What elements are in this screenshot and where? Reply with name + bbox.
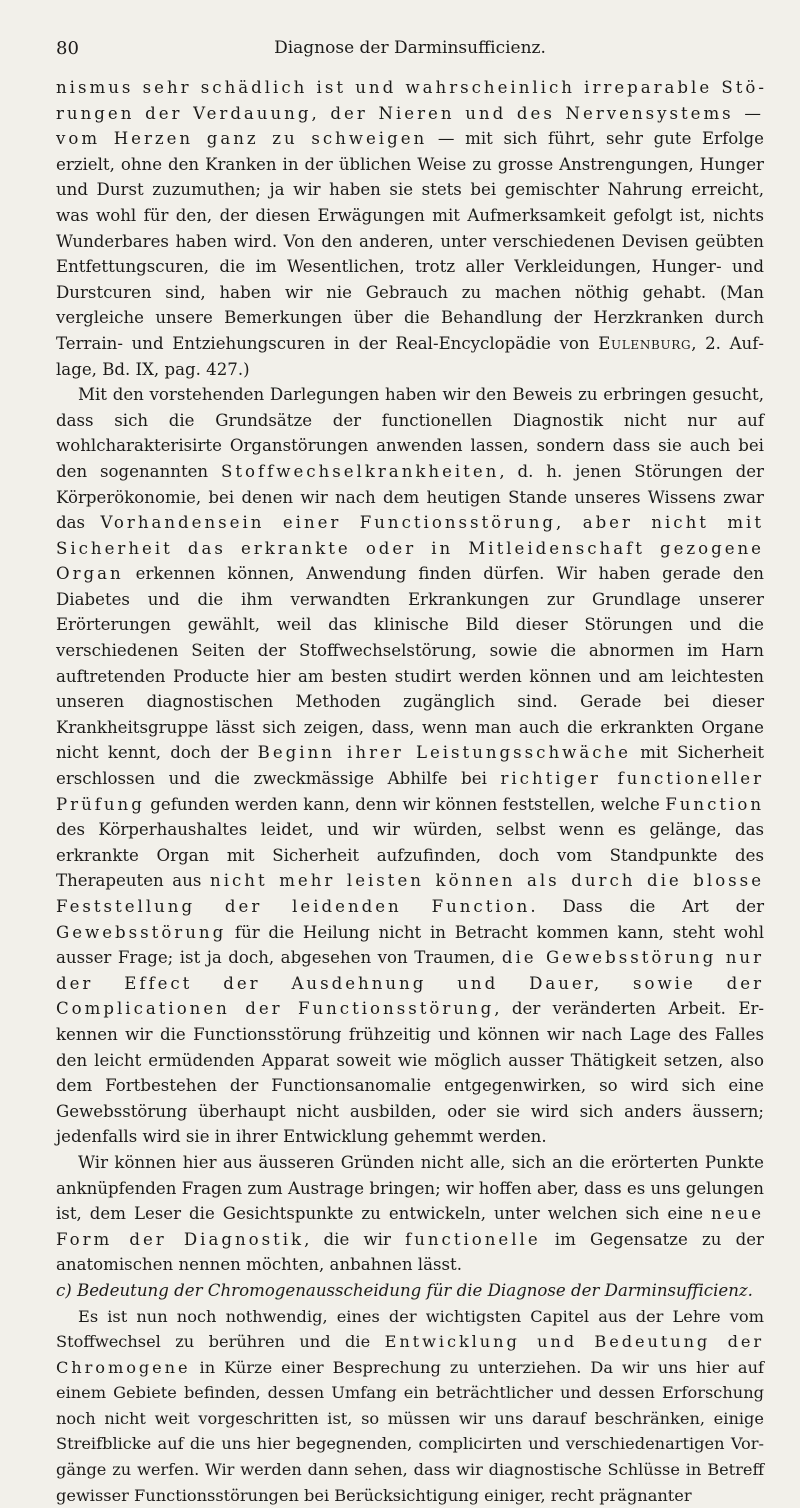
text-run: für die Heilung nicht in Betracht kommen kann, steht wohl ausser Frage; ist ja doch, abgesehen von Traumen,	[56, 923, 764, 968]
emphasis-spaced: nicht mehr leisten können als durch die blosse Feststellung der leidenden Function	[56, 871, 764, 916]
emphasis-spaced: richtiger functioneller Prüfung	[56, 769, 764, 814]
body-text	[56, 75, 764, 1508]
paragraph	[56, 1150, 764, 1278]
emphasis-spaced: nismus sehr schädlich ist und wahrscheinlich irreparable Störungen der Verdauung, der Nieren und des Nervensystems — vom Herzen ganz zu schweigen	[56, 78, 764, 148]
text-run: , 2. Auflage, Bd. IX, pag. 427.)	[56, 334, 764, 379]
text-run: . Dass die Art der	[530, 897, 764, 916]
emphasis-spaced: neue Form der Diagnostik	[56, 1204, 764, 1249]
text-run: des Körperhaushaltes leidet, und wir würden, selbst wenn es gelänge, das erkrankte Organ mit Sicherheit aufzufinden, doch vom Standpunkte des Therapeuten aus	[56, 820, 764, 890]
emphasis-spaced: Stoffwechselkrankheiten	[221, 462, 499, 481]
section-subheading: c) Bedeutung der Chromogenausscheidung für die Diagnose der Darminsufficienz.	[56, 1278, 764, 1304]
page-header	[56, 38, 764, 66]
paragraph	[56, 382, 764, 1150]
emphasis-spaced: functionelle	[405, 1230, 541, 1249]
emphasis-spaced: Function	[665, 795, 764, 814]
emphasis-spaced: Beginn ihrer Leistungsschwäche	[258, 743, 631, 762]
text-run: , d. h. jenen Störungen der Körperökonomie, bei denen wir nach dem heutigen Stande unseres Wissens zwar das	[56, 462, 764, 532]
text-run: in Kürze einer Besprechung zu unterziehen. Da wir uns hier auf einem Gebiete befinden, dessen Umfang ein beträchtlicher und dessen Erforschung noch nicht weit vorgeschritten ist, so müssen wir uns darauf beschränken, einige Streifblicke auf die uns hier begegnenden, complicirten und verschiedenartigen Vorgänge zu werfen. Wir werden dann sehen, dass wir diagnostische Schlüsse in Betreff gewisser Functionsstörungen bei Berücksichtigung einiger, recht prägnanter	[56, 1358, 764, 1505]
text-run: Es ist nun noch nothwendig, eines der wichtigsten Capitel aus der Lehre vom Stoffwechsel zu berühren und die	[56, 1307, 764, 1352]
emphasis-spaced: Gewebsstörung	[56, 923, 226, 942]
text-run: gefunden werden kann, denn wir können feststellen, welche	[145, 795, 665, 814]
text-run: erkennen können, Anwendung finden dürfen. Wir haben gerade den Diabetes und die ihm verwandten Erkrankungen zur Grundlage unserer Erörterungen gewählt, weil das klinische Bild dieser Störungen und die verschiedenen Seiten der Stoffwechselstörung, sowie die abnormen im Harn auftretenden Producte hier am besten studirt werden können und am leichtesten unseren diagnostischen Methoden zugänglich sind. Gerade bei dieser Krankheitsgruppe lässt sich zeigen, dass, wenn man auch die erkrankten Organe nicht kennt, doch der	[56, 564, 764, 762]
text-run: , die wir	[304, 1230, 405, 1249]
text-run: — mit sich führt, sehr gute Erfolge erzielt, ohne den Kranken in der üblichen Weise zu grosse Anstrengungen, Hunger und Durst zuzumuthen; ja wir haben sie stets bei gemischter Nahrung erreicht, was wohl für den, der diesen Erwägungen mit Aufmerksamkeit gefolgt ist, nichts Wunderbares haben wird. Von den anderen, unter verschiedenen Devisen geübten Entfettungscuren, die im Wesentlichen, trotz aller Verkleidungen, Hunger- und Durstcuren sind, haben wir nie Gebrauch zu machen nöthig gehabt. (Man vergleiche unsere Bemerkungen über die Behandlung der Herzkranken durch Terrain- und Entziehungscuren in der Real-Encyclopädie von	[56, 129, 764, 353]
text-run: Wir können hier aus äusseren Gründen nicht alle, sich an die erörterten Punkte anknüpfenden Fragen zum Austrage bringen; wir hoffen aber, dass es uns gelungen ist, dem Leser die Gesichtspunkte zu entwickeln, unter welchen sich eine	[56, 1153, 764, 1223]
author-name: Eulenburg	[598, 334, 691, 353]
running-title: Diagnose der Darminsufficienz.	[56, 38, 764, 58]
text-run: , der veränderten Arbeit. Erkennen wir die Functionsstörung frühzeitig und können wir nach Lage des Falles den leicht ermüdenden Apparat soweit wie möglich ausser Thätigkeit setzen, also dem Fortbestehen der Functionsanomalie entgegenwirken, so wird sich eine Gewebsstörung überhaupt nicht ausbilden, oder sie wird sich anders äussern; jedenfalls wird sie in ihrer Entwicklung gehemmt werden.	[56, 999, 764, 1146]
text-run: im Gegensatze zu der anatomischen nennen möchten, anbahnen lässt.	[56, 1230, 764, 1275]
paragraph	[56, 1304, 764, 1508]
emphasis-spaced: die Gewebsstörung nur der Effect der Ausdehnung und Dauer, sowie der Complicationen der Functionsstörung	[56, 948, 764, 1018]
emphasis-spaced: Vorhandensein einer Functionsstörung, aber nicht mit Sicherheit das erkrankte oder in Mitleidenschaft gezogene Organ	[56, 513, 764, 583]
emphasis-spaced: Entwicklung und Bedeutung der Chromogene	[56, 1332, 764, 1377]
paragraph-continuation	[56, 75, 764, 382]
text-run: mit Sicherheit erschlossen und die zweckmässige Abhilfe bei	[56, 743, 764, 788]
text-run: Mit den vorstehenden Darlegungen haben wir den Beweis zu erbringen gesucht, dass sich die Grundsätze der functionellen Diagnostik nicht nur auf wohlcharakterisirte Organstörungen anwenden lassen, sondern dass sie auch bei den sogenannten	[56, 385, 764, 481]
page-number: 80	[56, 38, 79, 59]
